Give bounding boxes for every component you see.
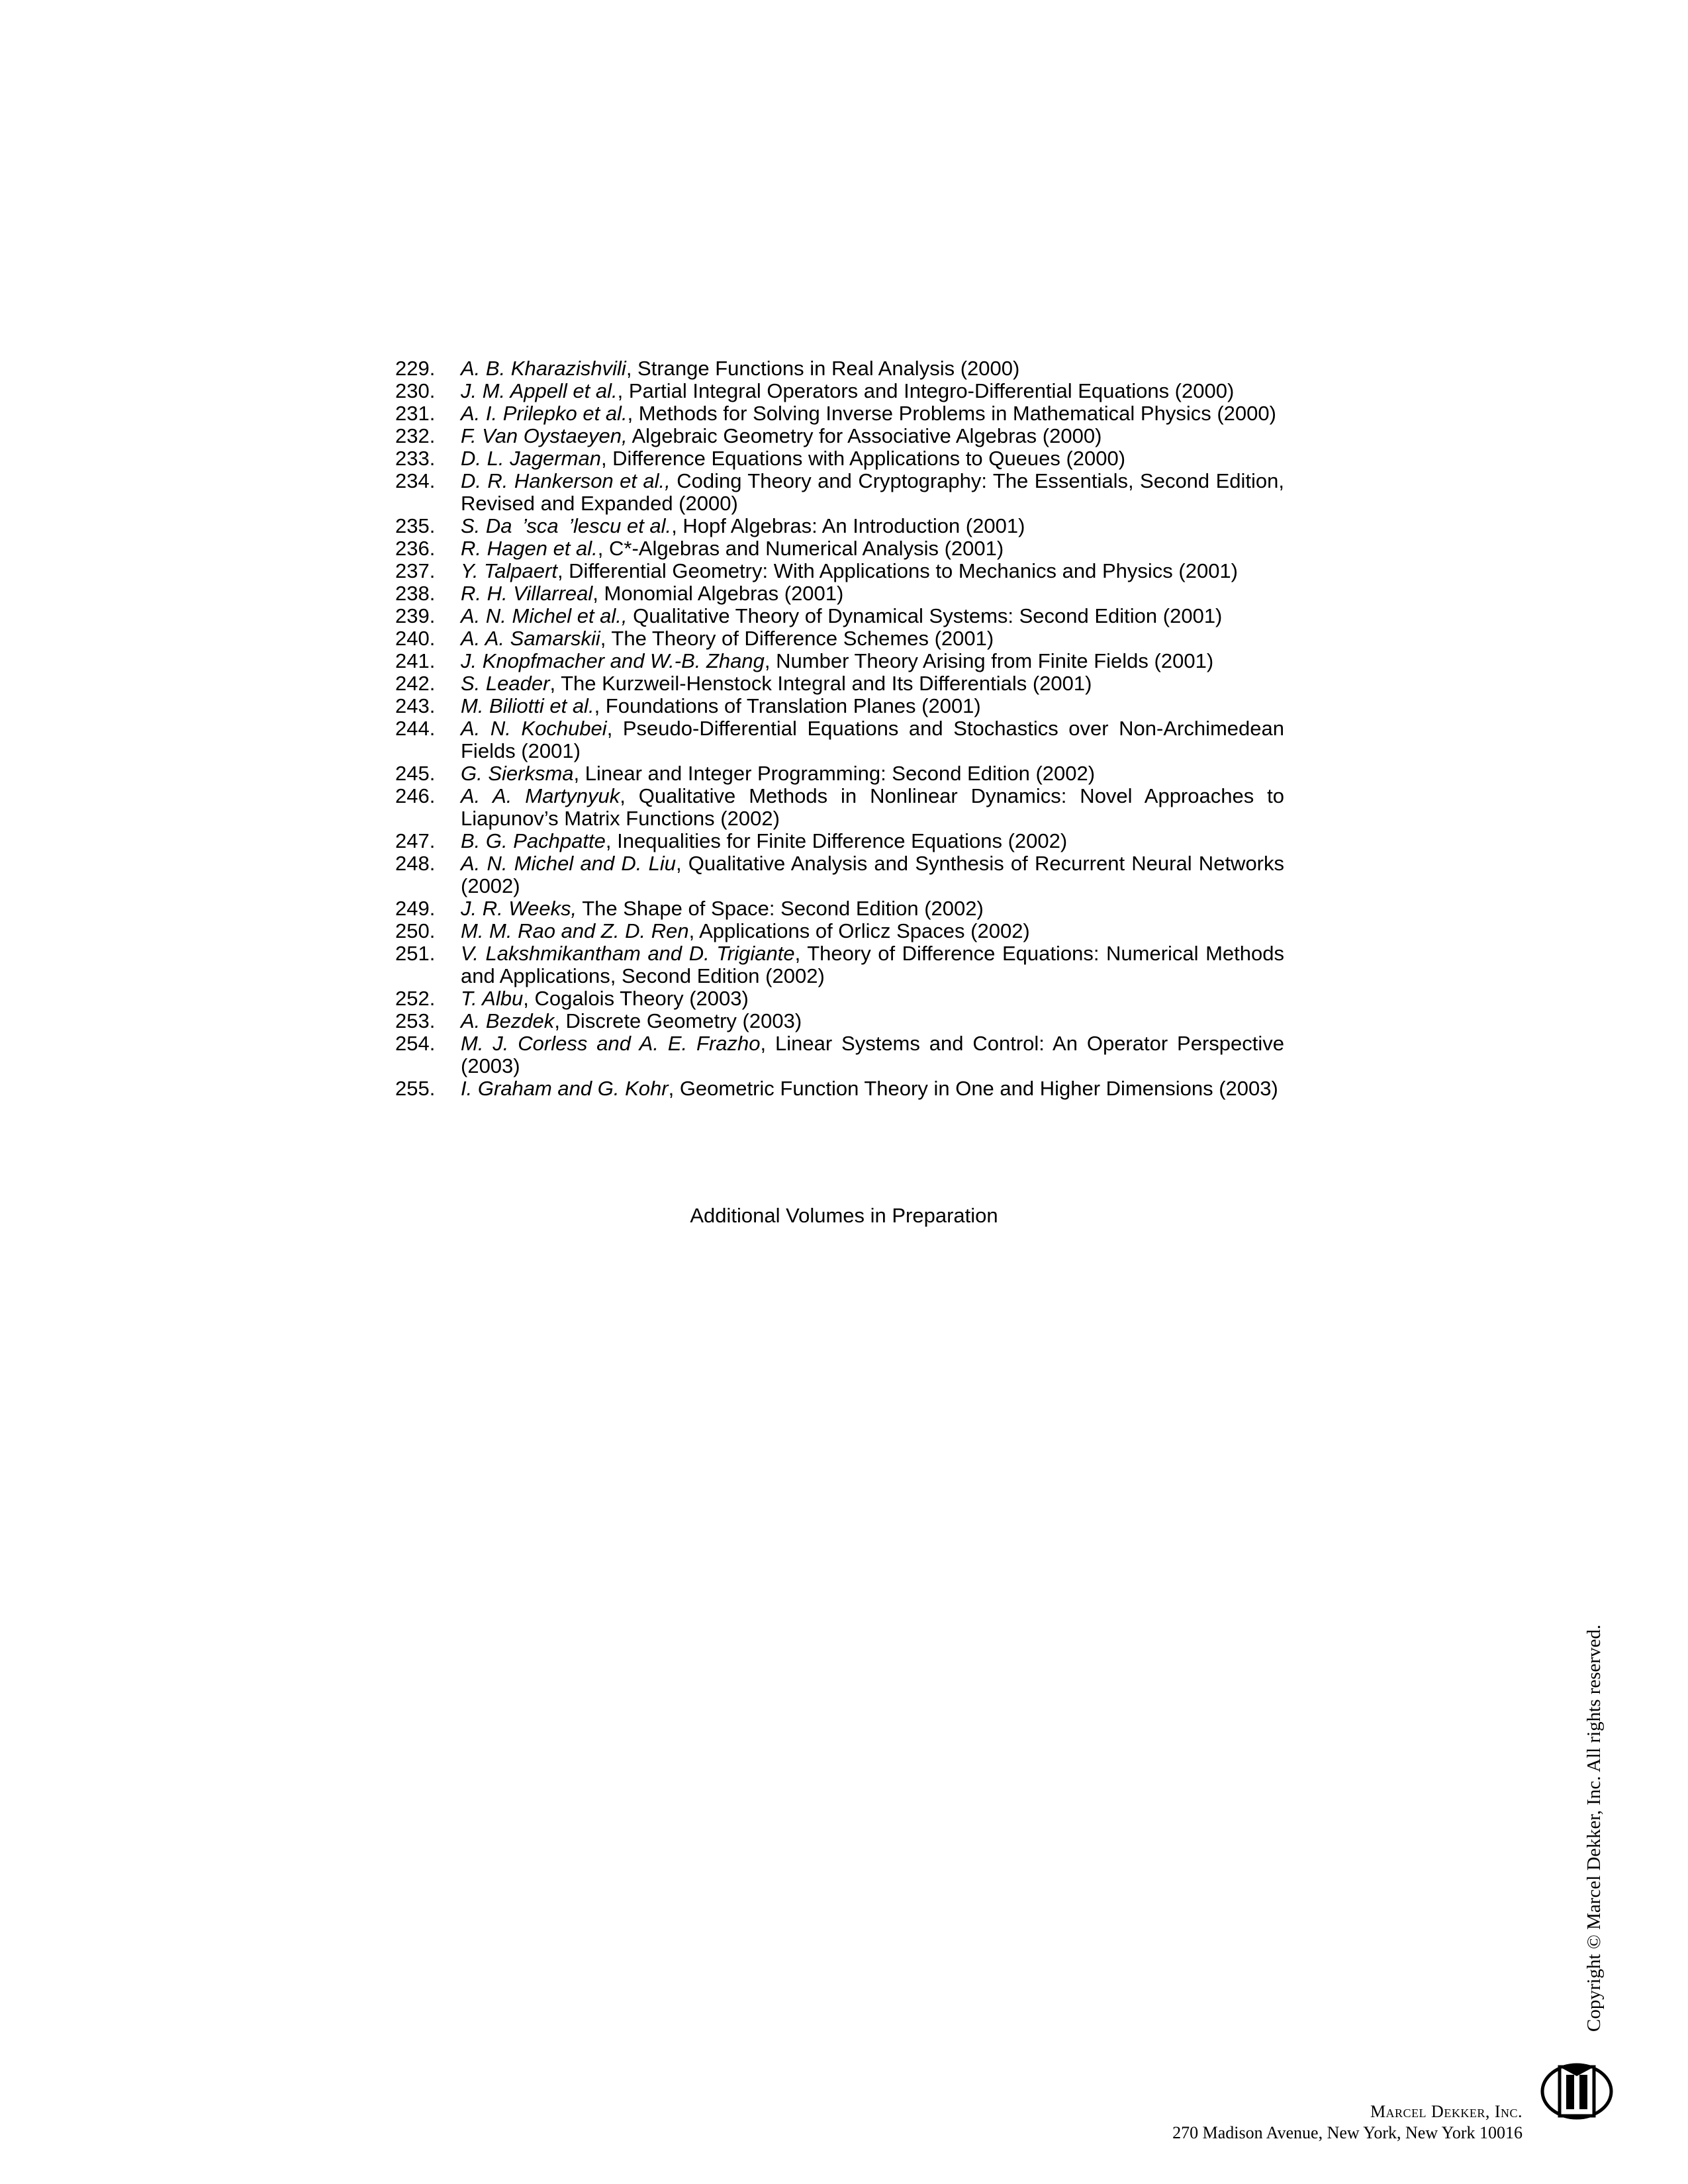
entry-title: , Partial Integral Operators and Integro-Differential Equations (2000) <box>617 379 1235 402</box>
publisher-name: Marcel Dekker, Inc. <box>1370 2102 1523 2121</box>
entry-text <box>461 650 1284 672</box>
entry-author: A. B. Kharazishvili <box>461 357 626 380</box>
entry-number: 251. <box>395 942 436 965</box>
entry-text <box>461 357 1284 380</box>
list-item <box>395 942 1284 987</box>
entry-text <box>461 537 1284 560</box>
entry-number: 242. <box>395 672 436 695</box>
list-item <box>395 762 1284 785</box>
entry-title: , Linear Systems and Control: An Operator Perspective (2003) <box>461 1032 1285 1077</box>
entry-number: 236. <box>395 537 436 560</box>
entry-title: , Theory of Difference Equations: Numerical Methods and Applications, Second Edition (2002) <box>461 942 1284 987</box>
entry-author: A. N. Michel et al., <box>461 604 628 627</box>
entry-title: , Difference Equations with Applications to Queues (2000) <box>600 447 1126 470</box>
entry-author: F. Van Oystaeyen, <box>461 424 628 447</box>
list-item <box>395 650 1284 672</box>
entry-text <box>461 830 1284 852</box>
entry-number: 246. <box>395 784 436 807</box>
entry-title: , Geometric Function Theory in One and Higher Dimensions (2003) <box>668 1077 1278 1100</box>
entry-text <box>461 380 1284 402</box>
entry-title: , Strange Functions in Real Analysis (2000) <box>626 357 1020 380</box>
entry-author: A. I. Prilepko et al. <box>461 402 628 425</box>
entry-title: , Qualitative Methods in Nonlinear Dynamics: Novel Approaches to Liapunov’s Matrix Functions (2002) <box>461 784 1284 830</box>
entry-number: 234. <box>395 469 436 492</box>
list-item <box>395 425 1284 447</box>
entry-text <box>461 1032 1284 1077</box>
entry-text <box>461 1077 1284 1100</box>
publisher-address: 270 Madison Avenue, New York, New York 10016 <box>1172 2123 1523 2142</box>
entry-number: 240. <box>395 627 436 650</box>
entry-text <box>461 672 1284 695</box>
entry-text <box>461 560 1284 582</box>
entry-author: G. Sierksma <box>461 762 574 785</box>
entry-author: D. R. Hankerson et al., <box>461 469 671 492</box>
entry-title: , Linear and Integer Programming: Second Edition (2002) <box>573 762 1096 785</box>
volume-list <box>395 357 1284 1100</box>
entry-text <box>461 987 1284 1010</box>
list-item <box>395 537 1284 560</box>
list-item <box>395 987 1284 1010</box>
list-item <box>395 470 1284 515</box>
entry-text <box>461 447 1284 470</box>
entry-title: Qualitative Theory of Dynamical Systems: Second Edition (2001) <box>627 604 1223 627</box>
entry-title: , Monomial Algebras (2001) <box>592 582 844 605</box>
entry-text <box>461 897 1284 920</box>
entry-number: 237. <box>395 559 436 582</box>
entry-number: 231. <box>395 402 436 425</box>
entry-title: , The Theory of Difference Schemes (2001) <box>600 627 994 650</box>
list-item <box>395 627 1284 650</box>
entry-title: , Discrete Geometry (2003) <box>554 1009 802 1032</box>
entry-title: , Hopf Algebras: An Introduction (2001) <box>671 514 1025 537</box>
entry-title: , Differential Geometry: With Applications to Mechanics and Physics (2001) <box>557 559 1238 582</box>
entry-text <box>461 425 1284 447</box>
entry-author: M. M. Rao and Z. D. Ren <box>461 919 689 942</box>
entry-text <box>461 582 1284 605</box>
entry-number: 238. <box>395 582 436 605</box>
list-item <box>395 830 1284 852</box>
entry-author: T. Albu <box>461 987 524 1010</box>
entry-author: M. J. Corless and A. E. Frazho <box>461 1032 761 1055</box>
entry-number: 233. <box>395 447 436 470</box>
entry-title: , Cogalois Theory (2003) <box>523 987 749 1010</box>
list-item <box>395 447 1284 470</box>
entry-author: A. N. Michel and D. Liu <box>461 852 676 875</box>
entry-number: 241. <box>395 649 436 672</box>
entry-text <box>461 627 1284 650</box>
entry-author: R. H. Villarreal <box>461 582 593 605</box>
list-item <box>395 605 1284 627</box>
entry-title: Algebraic Geometry for Associative Algebras (2000) <box>627 424 1102 447</box>
entry-author: J. R. Weeks, <box>461 897 577 920</box>
entry-text <box>461 695 1284 717</box>
entry-number: 243. <box>395 694 436 717</box>
entry-title: , Number Theory Arising from Finite Fields (2001) <box>764 649 1214 672</box>
entry-text <box>461 402 1284 425</box>
entry-author: D. L. Jagerman <box>461 447 601 470</box>
entry-title: , Qualitative Analysis and Synthesis of Recurrent Neural Networks (2002) <box>461 852 1285 897</box>
entry-author: R. Hagen et al. <box>461 537 598 560</box>
entry-author: V. Lakshmikantham and D. Trigiante <box>461 942 795 965</box>
entry-text <box>461 852 1284 897</box>
entry-number: 250. <box>395 919 436 942</box>
entry-number: 230. <box>395 379 436 402</box>
entry-author: M. Biliotti et al. <box>461 694 594 717</box>
list-item <box>395 357 1284 380</box>
entry-text <box>461 785 1284 830</box>
entry-number: 255. <box>395 1077 436 1100</box>
list-item <box>395 402 1284 425</box>
entry-title: , Methods for Solving Inverse Problems in Mathematical Physics (2000) <box>627 402 1276 425</box>
entry-number: 245. <box>395 762 436 785</box>
entry-number: 252. <box>395 987 436 1010</box>
entry-text <box>461 762 1284 785</box>
entry-number: 244. <box>395 717 436 740</box>
list-item <box>395 897 1284 920</box>
list-item <box>395 695 1284 717</box>
list-item <box>395 1077 1284 1100</box>
entry-number: 249. <box>395 897 436 920</box>
entry-number: 248. <box>395 852 436 875</box>
entry-title: , Pseudo-Differential Equations and Stochastics over Non-Archimedean Fields (2001) <box>461 717 1284 762</box>
entry-author: A. A. Martynyuk <box>461 784 620 807</box>
entry-author: B. G. Pachpatte <box>461 829 606 852</box>
list-item <box>395 560 1284 582</box>
list-item <box>395 920 1284 942</box>
entry-author: Y. Talpaert <box>461 559 557 582</box>
entry-title: , Applications of Orlicz Spaces (2002) <box>688 919 1030 942</box>
entry-text <box>461 515 1284 537</box>
entry-text <box>461 605 1284 627</box>
entry-title: Coding Theory and Cryptography: The Essentials, Second Edition, Revised and Expanded (2000) <box>461 469 1284 515</box>
entry-title: The Shape of Space: Second Edition (2002) <box>577 897 984 920</box>
entry-text <box>461 942 1284 987</box>
list-item <box>395 582 1284 605</box>
list-item <box>395 717 1284 762</box>
entry-number: 254. <box>395 1032 436 1055</box>
list-item <box>395 785 1284 830</box>
entry-text <box>461 920 1284 942</box>
entry-number: 232. <box>395 424 436 447</box>
list-item <box>395 380 1284 402</box>
publisher-block <box>1172 2101 1523 2144</box>
list-item <box>395 1010 1284 1032</box>
entry-number: 247. <box>395 829 436 852</box>
list-item <box>395 852 1284 897</box>
publisher-logo-icon <box>1536 2055 1615 2128</box>
entry-author: S. Leader <box>461 672 550 695</box>
entry-number: 239. <box>395 604 436 627</box>
entry-author: J. Knopfmacher and W.-B. Zhang <box>461 649 765 672</box>
entry-number: 229. <box>395 357 436 380</box>
entry-author: J. M. Appell et al. <box>461 379 618 402</box>
entry-text <box>461 1010 1284 1032</box>
entry-author: I. Graham and G. Kohr <box>461 1077 669 1100</box>
entry-number: 235. <box>395 514 436 537</box>
entry-title: , Foundations of Translation Planes (2001) <box>594 694 981 717</box>
list-item <box>395 672 1284 695</box>
entry-number: 253. <box>395 1009 436 1032</box>
entry-text <box>461 717 1284 762</box>
entry-author: A. N. Kochubei <box>461 717 607 740</box>
additional-volumes-note: Additional Volumes in Preparation <box>690 1204 998 1227</box>
entry-title: , The Kurzweil-Henstock Integral and Its Differentials (2001) <box>549 672 1092 695</box>
entry-author: A. Bezdek <box>461 1009 555 1032</box>
entry-title: , Inequalities for Finite Difference Equations (2002) <box>605 829 1068 852</box>
list-item <box>395 515 1284 537</box>
copyright-notice: Copyright © Marcel Dekker, Inc. All rights reserved. <box>1583 1624 1605 2032</box>
list-item <box>395 1032 1284 1077</box>
entry-text <box>461 470 1284 515</box>
entry-title: , C*-Algebras and Numerical Analysis (2001) <box>597 537 1004 560</box>
entry-author: S. Da ’sca ’lescu et al. <box>461 514 672 537</box>
entry-author: A. A. Samarskii <box>461 627 600 650</box>
